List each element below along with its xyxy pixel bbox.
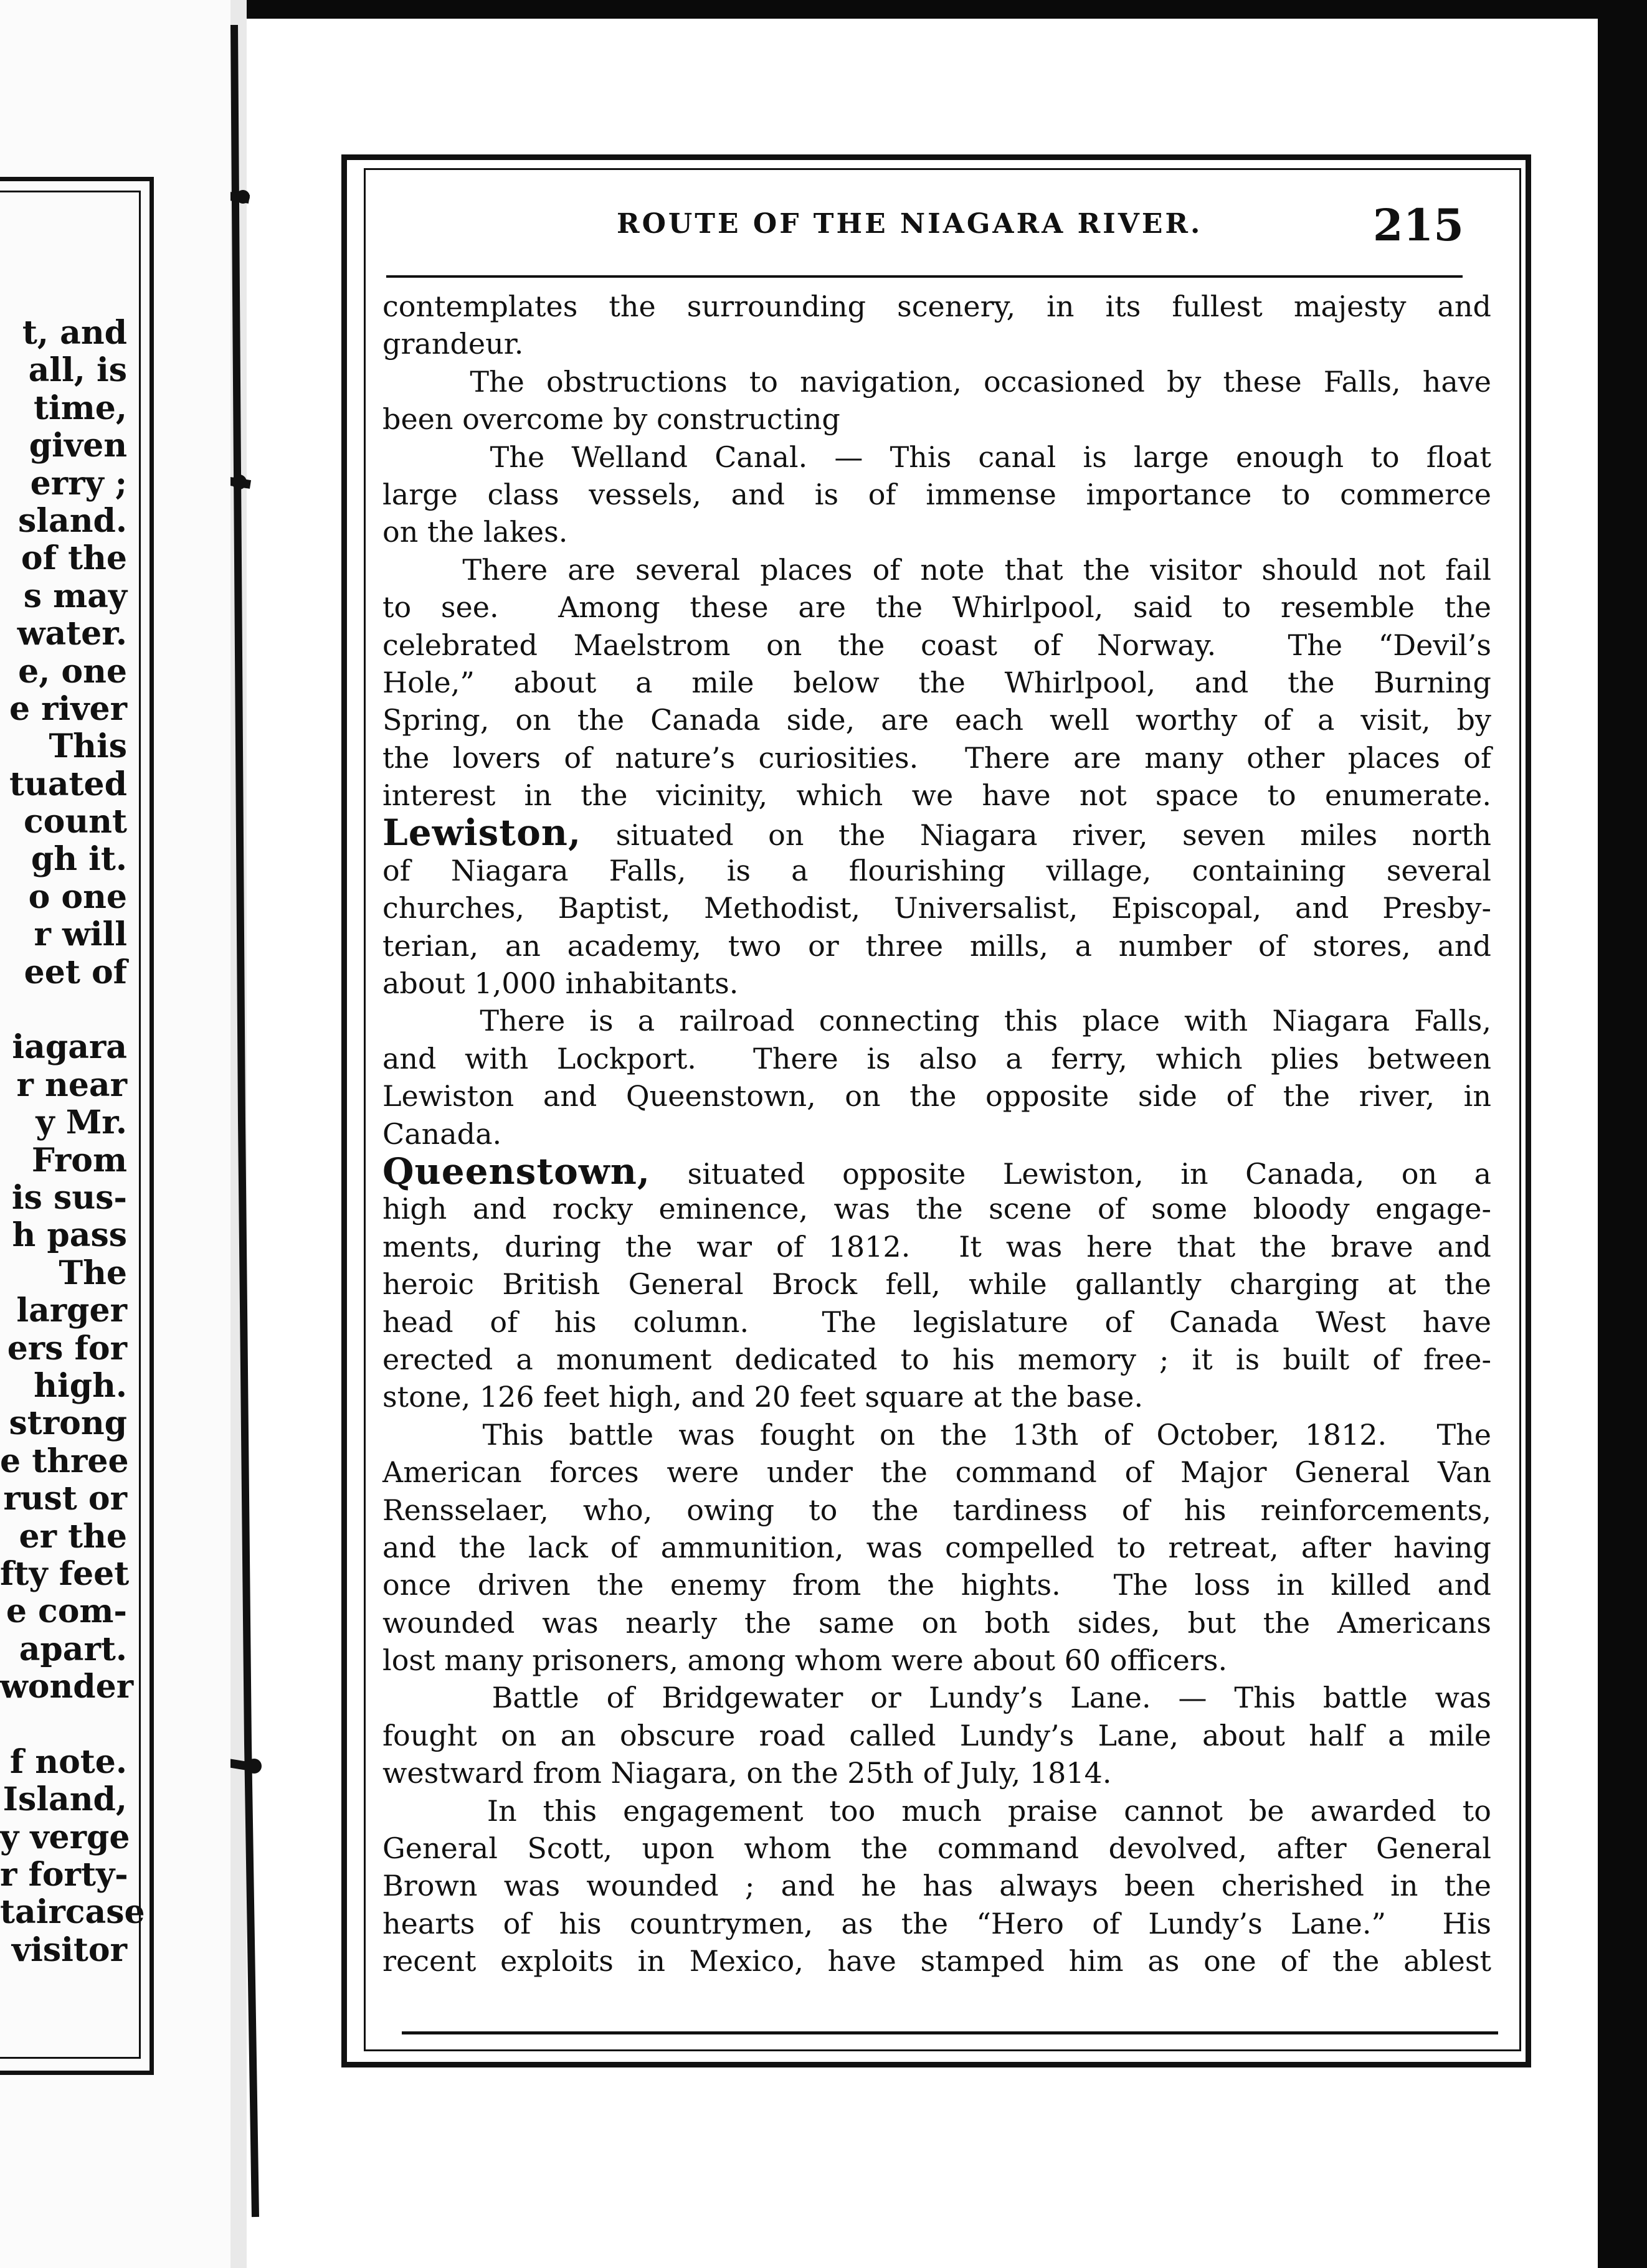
text-line — [382, 288, 1491, 325]
left-page-line: fty feet — [0, 1554, 130, 1593]
line-text: Brown was wounded ; and he has always been cherished in the — [382, 1869, 1491, 1903]
line-text: Lewiston and Queenstown, on the opposite side of the river, in — [382, 1079, 1491, 1113]
text-line — [382, 325, 1491, 362]
left-page-line: larger — [16, 1292, 127, 1330]
left-page-line: water. — [17, 615, 127, 653]
text-line — [382, 1942, 1491, 1980]
text-line — [382, 1416, 1491, 1453]
left-page-line: This — [49, 727, 127, 766]
left-page-line: The — [59, 1254, 127, 1292]
text-line — [382, 1604, 1491, 1642]
text-line — [382, 1792, 1491, 1830]
line-text: Spring, on the Canada side, are each well worthy of a visit, by — [382, 703, 1491, 737]
text-line — [382, 1529, 1491, 1566]
line-text: This battle was fought on the 13th of October, 1812. The — [382, 1417, 1491, 1452]
left-page-line: r will — [34, 915, 127, 954]
line-text: of Niagara Falls, is a flourishing village, containing several — [382, 853, 1491, 887]
text-line — [382, 1077, 1491, 1115]
entry-heading: Lewiston, — [382, 811, 582, 854]
text-line — [382, 1566, 1491, 1604]
line-text: wounded was nearly the same on both sides, but the Americans — [382, 1605, 1491, 1640]
footer-rule — [402, 2031, 1498, 2034]
text-line — [382, 1867, 1491, 1904]
left-page-line: wonder — [0, 1668, 134, 1706]
left-page-line: given — [29, 427, 127, 465]
left-page-line: tuated — [9, 765, 127, 803]
line-text: and the lack of ammunition, was compelled to retreat, after having — [382, 1530, 1491, 1564]
line-text: recent exploits in Mexico, have stamped him as one of the ablest — [382, 1944, 1491, 1978]
line-text: contemplates the surrounding scenery, in its fullest majesty and — [382, 290, 1491, 323]
left-page-line: t, and — [22, 314, 127, 352]
left-page-line: sland. — [18, 501, 127, 540]
line-text: been overcome by constructing — [382, 402, 840, 437]
page-number: 215 — [1372, 199, 1464, 251]
line-text: the lovers of nature’s curiosities. There are many other places of — [382, 740, 1491, 775]
left-page-line: strong — [9, 1404, 127, 1443]
line-text: westward from Niagara, on the 25th of July, 1814. — [382, 1756, 1112, 1790]
text-line — [382, 1754, 1491, 1792]
left-page-line: iagara — [12, 1028, 127, 1067]
line-text: churches, Baptist, Methodist, Universalist, Episcopal, and Presby- — [382, 891, 1491, 925]
text-line — [382, 1265, 1491, 1303]
text-line — [382, 1642, 1491, 1679]
text-line — [382, 965, 1491, 1002]
left-page-line: From — [31, 1141, 127, 1179]
line-text: American forces were under the command of Major General Van — [382, 1455, 1491, 1490]
line-text: large class vessels, and is of immense importance to commerce — [382, 477, 1491, 511]
text-line — [382, 551, 1491, 588]
text-line — [382, 1228, 1491, 1265]
text-line — [382, 588, 1491, 626]
left-page-line: r near — [16, 1065, 127, 1104]
left-page-line: e three — [0, 1442, 129, 1480]
left-page-line: Island, — [2, 1780, 127, 1819]
left-page-line: count — [24, 803, 127, 841]
left-page-line: eet of — [24, 953, 127, 991]
left-page-line: e com- — [6, 1592, 127, 1631]
text-line — [382, 1679, 1491, 1716]
text-line — [382, 1830, 1491, 1867]
text-line — [382, 1190, 1491, 1227]
left-page-line: y Mr. — [36, 1103, 127, 1142]
line-text: to see. Among these are the Whirlpool, said to resemble the — [382, 590, 1491, 625]
left-page-line: taircase — [0, 1893, 145, 1932]
line-text: high and rocky eminence, was the scene of some bloody engage- — [382, 1192, 1491, 1226]
text-line — [382, 1115, 1491, 1153]
text-line — [382, 476, 1491, 513]
line-text: The Welland Canal. — This canal is large enough to float — [382, 440, 1491, 474]
text-line — [382, 852, 1491, 889]
left-page-text — [0, 314, 145, 1969]
text-line — [382, 1002, 1491, 1039]
left-page-line: ers for — [7, 1329, 127, 1368]
line-text: on the lakes. — [382, 515, 568, 549]
line-text: stone, 126 feet high, and 20 feet square at the base. — [382, 1380, 1144, 1414]
line-text: situated opposite Lewiston, in Canada, on a — [650, 1156, 1491, 1191]
line-text: fought on an obscure road called Lundy’s Lane, about half a mile — [382, 1718, 1491, 1752]
left-page-line: rust or — [3, 1480, 127, 1518]
text-line — [382, 701, 1491, 739]
left-page-line: s may — [23, 577, 127, 615]
left-page-line: time, — [34, 389, 127, 427]
line-text: once driven the enemy from the hights. The loss in killed and — [382, 1568, 1491, 1602]
left-page-line: e, one — [18, 652, 127, 691]
line-text: lost many prisoners, among whom were about 60 officers. — [382, 1643, 1228, 1678]
page-header — [380, 199, 1464, 249]
text-line — [382, 664, 1491, 701]
line-text: head of his column. The legislature of Canada West have — [382, 1305, 1491, 1339]
text-line — [382, 438, 1491, 476]
line-text: Battle of Bridgewater or Lundy’s Lane. — This battle was — [382, 1681, 1491, 1715]
text-line — [382, 927, 1491, 965]
line-text: heroic British General Brock fell, while gallantly charging at the — [382, 1267, 1491, 1302]
running-head: ROUTE OF THE NIAGARA RIVER. — [617, 208, 1203, 240]
text-line — [382, 400, 1491, 438]
line-text: erected a monument dedicated to his memory ; it is built of free- — [382, 1342, 1491, 1376]
line-text: terian, an academy, two or three mills, a number of stores, and — [382, 928, 1491, 963]
left-page-line — [0, 991, 127, 1029]
header-rule — [386, 275, 1463, 278]
left-page-line: visitor — [11, 1930, 127, 1969]
left-page-line: o one — [28, 877, 127, 916]
left-page-line: e river — [9, 689, 127, 728]
line-text: about 1,000 inhabitants. — [382, 966, 739, 1001]
line-text: There are several places of note that the visitor should not fail — [382, 552, 1491, 587]
left-page-line: is sus- — [11, 1178, 127, 1217]
line-text: There is a railroad connecting this place with Niagara Falls, — [382, 1004, 1491, 1038]
body-text — [382, 288, 1491, 1980]
line-text: Canada. — [382, 1117, 502, 1151]
left-page-fragment — [0, 0, 230, 2268]
left-page-line: erry ; — [30, 464, 127, 503]
line-text: celebrated Maelstrom on the coast of Norway. The “Devil’s — [382, 628, 1491, 662]
line-text: grandeur. — [382, 327, 524, 361]
line-text: ments, during the war of 1812. It was here that the brave and — [382, 1229, 1491, 1264]
text-line — [382, 811, 1491, 854]
left-page-line: h pass — [12, 1216, 127, 1255]
line-text: In this engagement too much praise cannot be awarded to — [382, 1793, 1491, 1828]
text-line — [382, 1303, 1491, 1341]
left-page-line: y verge — [0, 1818, 130, 1856]
line-text: The obstructions to navigation, occasioned by these Falls, have — [382, 364, 1491, 399]
left-page-line: of the — [21, 539, 127, 578]
line-text: situated on the Niagara river, seven miles north — [581, 818, 1491, 853]
text-line — [382, 1378, 1491, 1415]
left-page-line — [0, 1706, 127, 1743]
text-line — [382, 1717, 1491, 1754]
text-line — [382, 1341, 1491, 1378]
left-page-line: gh it. — [31, 840, 127, 879]
left-page-line: r forty- — [0, 1856, 128, 1894]
line-text: General Scott, upon whom the command devolved, after General — [382, 1831, 1491, 1866]
left-page-line: er the — [19, 1517, 127, 1556]
text-line — [382, 1453, 1491, 1491]
left-page-line: f note. — [9, 1742, 127, 1781]
text-line — [382, 777, 1491, 814]
line-text: and with Lockport. There is also a ferry, which plies between — [382, 1041, 1491, 1075]
text-line — [382, 1150, 1491, 1193]
line-text: Hole,” about a mile below the Whirlpool, and the Burning — [382, 665, 1491, 699]
entry-heading: Queenstown, — [382, 1150, 651, 1193]
text-line — [382, 1040, 1491, 1077]
line-text: hearts of his countrymen, as the “Hero of Lundy’s Lane.” His — [382, 1906, 1491, 1940]
left-page-line: high. — [34, 1366, 127, 1405]
text-line — [382, 1491, 1491, 1529]
left-page-line: all, is — [28, 351, 127, 390]
text-line — [382, 739, 1491, 777]
text-line — [382, 889, 1491, 927]
text-line — [382, 513, 1491, 550]
line-text: Rensselaer, who, owing to the tardiness of his reinforcements, — [382, 1493, 1491, 1527]
text-line — [382, 1905, 1491, 1942]
left-page-line: apart. — [19, 1630, 127, 1668]
text-line — [382, 626, 1491, 664]
text-line — [382, 363, 1491, 400]
line-text: interest in the vicinity, which we have not space to enumerate. — [382, 778, 1491, 813]
